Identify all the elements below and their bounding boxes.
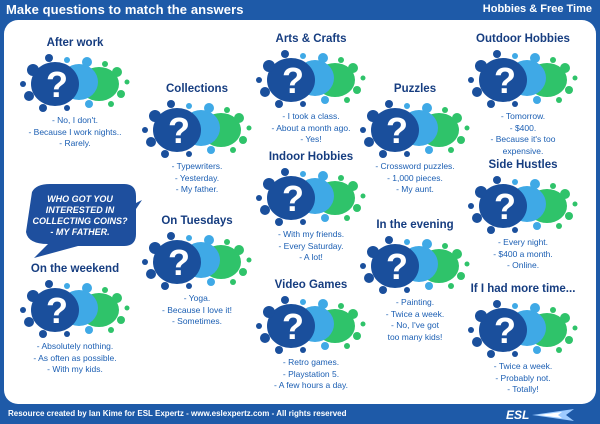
worksheet-card bbox=[4, 20, 596, 404]
answer-line: - Yesterday. bbox=[174, 172, 220, 183]
example-question-text: WHO GOT YOU INTERESTED IN COLLECTING COINS? - MY FATHER. bbox=[32, 194, 128, 237]
question-splat-icon bbox=[355, 234, 475, 296]
answer-line: - Tomorrow. bbox=[500, 111, 546, 121]
topic-block bbox=[10, 36, 140, 150]
answer-line: - Twice a week. bbox=[385, 308, 445, 319]
answer-line: - Rarely. bbox=[59, 138, 91, 148]
footer-credit: Resource created by Ian Kime for ESL Expertz - www.eslexpertz.com - All rights reserved bbox=[8, 409, 347, 418]
answer-line: - My aunt. bbox=[396, 184, 434, 194]
header-bar bbox=[0, 0, 600, 20]
answer-line: - As often as possible. bbox=[33, 352, 117, 363]
question-splat-icon bbox=[15, 278, 135, 340]
answer-line: - $400 a month. bbox=[493, 248, 553, 259]
topic-title: If I had more time... bbox=[470, 283, 576, 295]
answer-line: - About a month ago. bbox=[271, 122, 351, 133]
example-speech-bubble bbox=[18, 178, 142, 260]
answer-line: - Painting. bbox=[395, 297, 435, 307]
question-splat-icon bbox=[15, 52, 135, 114]
question-splat-icon bbox=[463, 48, 583, 110]
question-splat-icon bbox=[137, 98, 257, 160]
topic-title: In the evening bbox=[376, 219, 454, 231]
topic-title: Collections bbox=[166, 83, 228, 95]
topic-title: Video Games bbox=[274, 279, 348, 291]
answer-line: - Yes! bbox=[300, 134, 322, 144]
topic-title: Puzzles bbox=[393, 83, 437, 95]
answer-line: - Playstation 5. bbox=[282, 368, 340, 379]
topic-block bbox=[132, 214, 262, 328]
answer-line: - No, I don't. bbox=[51, 115, 99, 125]
answer-line: - Because I work nights.. bbox=[28, 126, 122, 137]
answer-list bbox=[458, 111, 588, 157]
answer-line: - Because I love it! bbox=[162, 304, 232, 315]
footer-bar bbox=[0, 404, 600, 424]
answer-line: - Typewriters. bbox=[171, 161, 223, 171]
answer-list bbox=[132, 293, 262, 328]
topic-title: Arts & Crafts bbox=[275, 33, 347, 45]
answer-line: - My father. bbox=[175, 184, 219, 194]
answer-line: - Because it's too bbox=[490, 134, 556, 144]
question-splat-icon bbox=[463, 174, 583, 236]
answer-line: - I took a class. bbox=[282, 111, 340, 121]
answer-line: - Sometimes. bbox=[171, 316, 223, 326]
answer-line: - Absolutely nothing. bbox=[36, 341, 114, 351]
answer-line: - Yoga. bbox=[183, 293, 211, 303]
answer-list bbox=[10, 341, 140, 376]
topic-block bbox=[458, 32, 588, 157]
topic-block bbox=[10, 262, 140, 376]
answer-line: - Every Saturday. bbox=[278, 240, 344, 251]
question-splat-icon bbox=[137, 230, 257, 292]
answer-line: - Retro games. bbox=[282, 357, 340, 367]
answer-line: - Probably not. bbox=[495, 372, 551, 383]
answer-line: - With my kids. bbox=[47, 364, 103, 374]
answer-line: - No, I've got bbox=[391, 320, 439, 330]
answer-list bbox=[132, 161, 262, 196]
answer-line: - A few hours a day. bbox=[273, 380, 349, 390]
answer-line: - With my friends. bbox=[277, 229, 345, 239]
answer-list bbox=[458, 237, 588, 272]
answer-line: - Every night. bbox=[497, 237, 549, 247]
question-splat-icon bbox=[463, 298, 583, 360]
answer-line: - Twice a week. bbox=[493, 361, 553, 371]
question-splat-icon bbox=[355, 98, 475, 160]
answer-line: expensive. bbox=[502, 145, 544, 156]
topic-title: Indoor Hobbies bbox=[268, 151, 354, 163]
topic-block bbox=[132, 82, 262, 196]
topic-title: Outdoor Hobbies bbox=[476, 33, 570, 45]
topic-title: Side Hustles bbox=[488, 159, 558, 171]
topic-title: On Tuesdays bbox=[161, 215, 233, 227]
topic-block bbox=[458, 158, 588, 272]
answer-line: too many kids! bbox=[387, 331, 443, 342]
answer-line: - 1,000 pieces. bbox=[387, 172, 443, 183]
answer-list bbox=[10, 115, 140, 150]
answer-list bbox=[458, 361, 588, 396]
topic-title: On the weekend bbox=[30, 263, 120, 275]
answer-line: - Crossword puzzles. bbox=[375, 161, 455, 171]
answer-line: - A lot! bbox=[299, 252, 323, 262]
topic-block bbox=[458, 282, 588, 396]
answer-list bbox=[246, 357, 376, 392]
esl-logo bbox=[504, 405, 578, 423]
answer-line: - $400. bbox=[509, 122, 537, 133]
topic-title: After work bbox=[46, 37, 104, 49]
answer-line: - Totally! bbox=[507, 384, 539, 394]
svg-text:ESL: ESL bbox=[506, 408, 530, 422]
worksheet-topic: Hobbies & Free Time bbox=[482, 3, 592, 15]
answer-line: - Online. bbox=[506, 260, 540, 270]
worksheet-title: Make questions to match the answers bbox=[6, 2, 244, 17]
